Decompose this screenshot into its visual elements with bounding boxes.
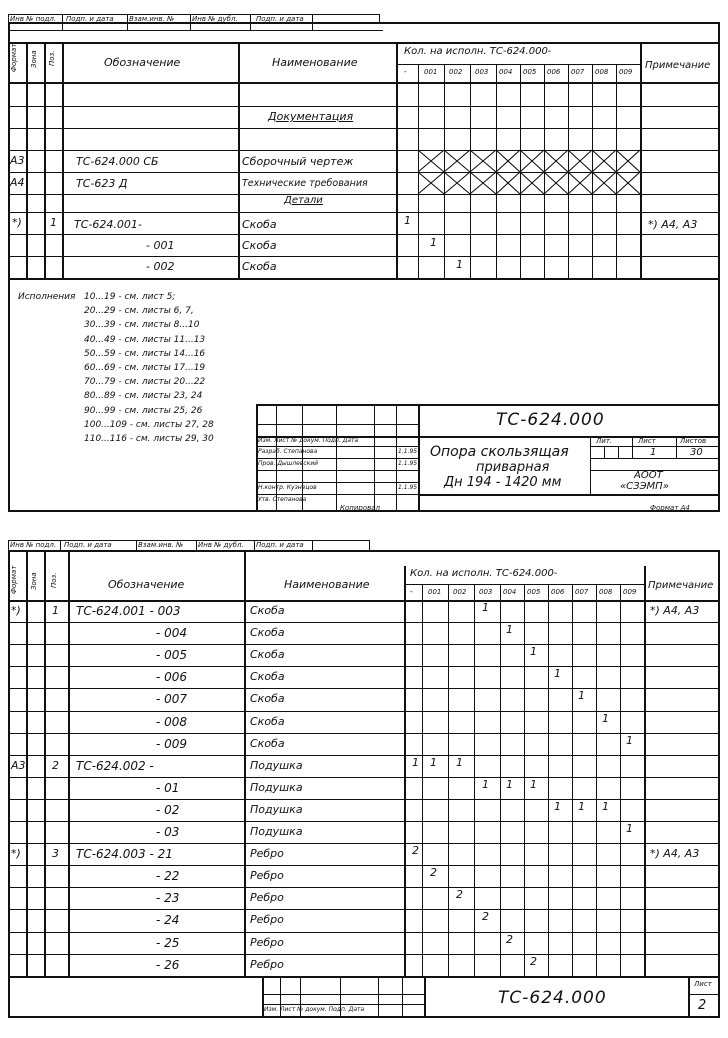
row-qty: 2 bbox=[530, 954, 537, 968]
hdr-name: Наименование bbox=[272, 56, 358, 69]
sheet-no-2: 2 bbox=[698, 998, 707, 1013]
row-name: Сборочный чертеж bbox=[242, 155, 354, 168]
row-divider bbox=[8, 688, 720, 689]
row-divider bbox=[8, 799, 720, 800]
hdr-var-006: 006 bbox=[551, 588, 565, 596]
row-designation: - 001 bbox=[146, 239, 175, 252]
row-divider bbox=[8, 755, 720, 756]
row-divider bbox=[8, 865, 720, 866]
row-qty: 1 bbox=[506, 777, 513, 791]
stamp-row: Утв. Степанова bbox=[258, 496, 307, 503]
org-line1: АООТ bbox=[634, 470, 663, 481]
strip-inv-dubl: Инв № дубл. bbox=[192, 15, 238, 23]
row-name: Подушка bbox=[250, 758, 303, 772]
sheet-label-2: Лист bbox=[694, 980, 712, 988]
row-qty: 1 bbox=[602, 711, 609, 725]
sheet-no: 1 bbox=[650, 447, 657, 458]
hdr-var-006: 006 bbox=[547, 68, 561, 76]
executions-list bbox=[84, 290, 214, 446]
sheet-label: Лист bbox=[638, 437, 656, 445]
hdr-qty-group: Кол. на исполн. ТС-624.000- bbox=[404, 46, 552, 57]
stamp-row: Пров. Дышлевский bbox=[258, 460, 319, 467]
hdr-var-004: 004 bbox=[499, 68, 513, 76]
row-qty: 2 bbox=[456, 888, 463, 902]
row-name: Подушка bbox=[250, 802, 303, 816]
hdr-designation: Обозначение bbox=[108, 578, 185, 591]
title-line1: Опора скользящая bbox=[430, 444, 569, 460]
row-pos: 3 bbox=[52, 847, 59, 861]
row-format: А3 bbox=[11, 758, 26, 772]
stamp-row: Н.контр. Кузнецов bbox=[258, 484, 317, 491]
row-note: *) А4, А3 bbox=[650, 604, 700, 617]
top-strip-2 bbox=[8, 540, 370, 551]
execution-line: 40...49 - см. листы 11...13 bbox=[84, 334, 206, 345]
row-name: Ребро bbox=[250, 935, 284, 949]
hdr-designation: Обозначение bbox=[104, 56, 181, 69]
sheet-2-frame bbox=[8, 550, 720, 1018]
strip-podp-data-2: Подп. и дата bbox=[256, 15, 304, 23]
title-line3: Дн 194 - 1420 мм bbox=[444, 475, 562, 490]
row-designation: ТС-624.001- bbox=[74, 218, 142, 231]
row-qty: 1 bbox=[482, 601, 489, 614]
stamp-date: 1.1.95 bbox=[398, 460, 418, 467]
row-designation: - 002 bbox=[146, 260, 175, 273]
hdr-var-002: 002 bbox=[453, 588, 467, 596]
row-designation: - 25 bbox=[156, 935, 180, 950]
row-designation: ТС-624.002 - bbox=[76, 758, 154, 773]
hdr-var-007: 007 bbox=[575, 588, 589, 596]
strip-vzam-inv: Взам.инв. № bbox=[129, 15, 175, 23]
stamp-date: 1.1.95 bbox=[398, 448, 418, 455]
row-qty: 2 bbox=[482, 910, 489, 924]
hdr-var-005: 005 bbox=[527, 588, 541, 596]
execution-line: 80...89 - см. листы 23, 24 bbox=[84, 391, 203, 402]
row-qty: 1 bbox=[506, 623, 513, 637]
hdr-var-008: 008 bbox=[599, 588, 613, 596]
row-qty: 1 bbox=[430, 236, 437, 249]
row-qty: 1 bbox=[530, 777, 537, 791]
org-line2: «СЗЭМП» bbox=[620, 481, 669, 492]
row-name: Подушка bbox=[250, 780, 303, 794]
hdr-name: Наименование bbox=[284, 578, 370, 591]
hdr-var-001: 001 bbox=[428, 588, 442, 596]
row-format: *) bbox=[11, 847, 21, 861]
row-divider bbox=[8, 711, 720, 712]
row-qty: 1 bbox=[626, 822, 633, 835]
row-name: Скоба bbox=[250, 670, 285, 684]
row-divider bbox=[8, 666, 720, 667]
hdr-var-002: 002 bbox=[449, 68, 463, 76]
execution-line: 70...79 - см. листы 20...22 bbox=[84, 377, 206, 388]
hdr-var-004: 004 bbox=[503, 588, 517, 596]
hdr-var-dash: - bbox=[410, 588, 413, 596]
row-divider bbox=[8, 821, 720, 822]
format-label: Формат А4 bbox=[650, 504, 690, 512]
hdr-var-007: 007 bbox=[571, 68, 585, 76]
row-pos: 1 bbox=[50, 216, 57, 229]
execution-line: 30...39 - см. листы 8...10 bbox=[84, 320, 200, 331]
stamp-date: 1.1.95 bbox=[398, 484, 418, 491]
title-code-2: ТС-624.000 bbox=[498, 988, 607, 1008]
hdr-format: Формат bbox=[10, 43, 18, 72]
row-designation: - 02 bbox=[156, 802, 180, 817]
hdr-var-008: 008 bbox=[595, 68, 609, 76]
row-name: Скоба bbox=[242, 218, 277, 231]
lit-label: Лит. bbox=[596, 437, 613, 445]
row-name: Ребро bbox=[250, 869, 284, 883]
row-designation: - 007 bbox=[156, 692, 188, 707]
row-pos: 2 bbox=[52, 758, 59, 772]
stamp-header-2: Изм. Лист № докум. Подп. Дата bbox=[264, 1006, 365, 1013]
row-name: Ребро bbox=[250, 891, 284, 905]
row-designation: ТС-623 Д bbox=[76, 177, 128, 190]
row-designation: - 03 bbox=[156, 825, 180, 839]
hdr-note: Примечание bbox=[645, 60, 711, 71]
row-format: А4 bbox=[10, 176, 25, 189]
strip-inv-dubl: Инв № дубл. bbox=[198, 541, 244, 549]
row-designation: - 22 bbox=[156, 869, 180, 884]
title-line2: приварная bbox=[476, 460, 550, 475]
row-format: *) bbox=[11, 604, 21, 617]
row-name: Скоба bbox=[250, 714, 285, 728]
execution-line: 10...19 - см. лист 5; bbox=[84, 292, 176, 302]
strip-vzam-inv: Взам.инв. № bbox=[138, 541, 184, 549]
row-divider bbox=[8, 733, 720, 734]
row-designation: ТС-624.000 СБ bbox=[76, 155, 159, 168]
execution-line: 50...59 - см. листы 14...16 bbox=[84, 348, 206, 359]
row-qty: 1 bbox=[530, 645, 537, 659]
hdr-var-009: 009 bbox=[619, 68, 633, 76]
row-name: Скоба bbox=[250, 604, 285, 617]
row-designation: - 26 bbox=[156, 957, 180, 972]
execution-line: 100...109 - см. листы 27, 28 bbox=[84, 419, 214, 430]
copied-label: Копировал bbox=[340, 504, 380, 512]
row-qty: 1 bbox=[482, 777, 489, 791]
hdr-var-001: 001 bbox=[424, 68, 438, 76]
row-divider bbox=[8, 622, 720, 623]
row-qty: 1 bbox=[412, 755, 419, 769]
row-divider bbox=[8, 777, 720, 778]
row-qty: 1 bbox=[602, 799, 609, 813]
row-note: *) А4, А3 bbox=[650, 847, 700, 861]
row-qty: 1 bbox=[456, 258, 463, 271]
row-name: Скоба bbox=[242, 239, 277, 252]
title-code: ТС-624.000 bbox=[496, 410, 605, 430]
hdr-qty-group: Кол. на исполн. ТС-624.000- bbox=[410, 568, 558, 579]
row-qty: 2 bbox=[430, 866, 437, 880]
row-designation: - 005 bbox=[156, 648, 188, 663]
executions-label: Исполнения bbox=[18, 292, 76, 302]
row-designation: - 009 bbox=[156, 736, 188, 751]
row-designation: - 01 bbox=[156, 780, 180, 795]
row-designation: ТС-624.001 - 003 bbox=[76, 604, 181, 618]
row-qty: 1 bbox=[578, 689, 585, 703]
row-name: Скоба bbox=[250, 648, 285, 662]
row-designation: - 24 bbox=[156, 913, 180, 928]
stamp-row: Разраб. Степанова bbox=[258, 448, 318, 455]
sheets-total: 30 bbox=[690, 447, 703, 458]
strip-inv-podl: Инв № подл. bbox=[10, 15, 57, 23]
row-designation: - 006 bbox=[156, 670, 188, 685]
row-qty: 1 bbox=[578, 799, 585, 813]
hdr-var-003: 003 bbox=[475, 68, 489, 76]
row-divider bbox=[8, 843, 720, 844]
row-designation: - 004 bbox=[156, 626, 188, 641]
hdr-var-009: 009 bbox=[623, 588, 637, 596]
row-qty: 1 bbox=[626, 733, 633, 747]
row-name: Скоба bbox=[250, 736, 285, 750]
section-documentation: Документация bbox=[268, 110, 354, 123]
execution-line: 20...29 - см. листы 6, 7, bbox=[84, 306, 194, 317]
row-qty: 1 bbox=[456, 755, 463, 769]
row-name: Ребро bbox=[250, 913, 284, 927]
hdr-format: Формат bbox=[10, 565, 18, 594]
strip-inv-podl: Инв № подл. bbox=[10, 541, 57, 549]
row-name: Скоба bbox=[242, 260, 277, 273]
row-divider bbox=[8, 909, 720, 910]
hdr-var-003: 003 bbox=[479, 588, 493, 596]
hdr-pos: Поз. bbox=[48, 50, 56, 66]
row-format: *) bbox=[12, 216, 22, 229]
row-qty: 2 bbox=[506, 932, 513, 946]
row-divider bbox=[8, 932, 720, 933]
row-name: Скоба bbox=[250, 626, 285, 640]
execution-line: 60...69 - см. листы 17...19 bbox=[84, 363, 206, 374]
strip-podp-data: Подп. и дата bbox=[64, 541, 112, 549]
row-divider bbox=[8, 954, 720, 955]
row-qty: 1 bbox=[404, 214, 411, 227]
section-parts: Детали bbox=[284, 195, 323, 206]
row-designation: ТС-624.003 - 21 bbox=[76, 847, 173, 862]
hdr-var-005: 005 bbox=[523, 68, 537, 76]
row-designation: - 23 bbox=[156, 891, 180, 906]
row-pos: 1 bbox=[52, 604, 59, 617]
strip-podp-data: Подп. и дата bbox=[66, 15, 114, 23]
row-designation: - 008 bbox=[156, 714, 188, 729]
row-qty: 1 bbox=[554, 667, 561, 681]
row-note: *) А4, А3 bbox=[648, 218, 698, 231]
stamp-header: Изм. Лист № докум. Подп. Дата bbox=[258, 437, 359, 444]
row-qty: 1 bbox=[554, 799, 561, 813]
row-divider bbox=[8, 887, 720, 888]
row-name: Подушка bbox=[250, 825, 303, 838]
row-name: Ребро bbox=[250, 957, 284, 971]
row-format: А3 bbox=[10, 154, 25, 167]
row-divider bbox=[8, 644, 720, 645]
row-divider bbox=[8, 976, 720, 977]
execution-line: 110...116 - см. листы 29, 30 bbox=[84, 434, 214, 445]
execution-line: 90...99 - см. листы 25, 26 bbox=[84, 405, 203, 416]
hdr-var-dash: - bbox=[404, 68, 407, 76]
row-qty: 1 bbox=[430, 755, 437, 769]
hdr-pos: Поз. bbox=[50, 572, 58, 588]
row-qty: 2 bbox=[412, 844, 419, 858]
row-name: Технические требования bbox=[242, 178, 368, 189]
row-name: Скоба bbox=[250, 692, 285, 706]
hdr-zone: Зона bbox=[30, 572, 38, 590]
row-name: Ребро bbox=[250, 847, 284, 861]
sheets-label: Листов bbox=[680, 437, 707, 445]
hdr-note: Примечание bbox=[648, 580, 714, 591]
strip-podp-data-2: Подп. и дата bbox=[256, 541, 304, 549]
hdr-zone: Зона bbox=[30, 50, 38, 68]
